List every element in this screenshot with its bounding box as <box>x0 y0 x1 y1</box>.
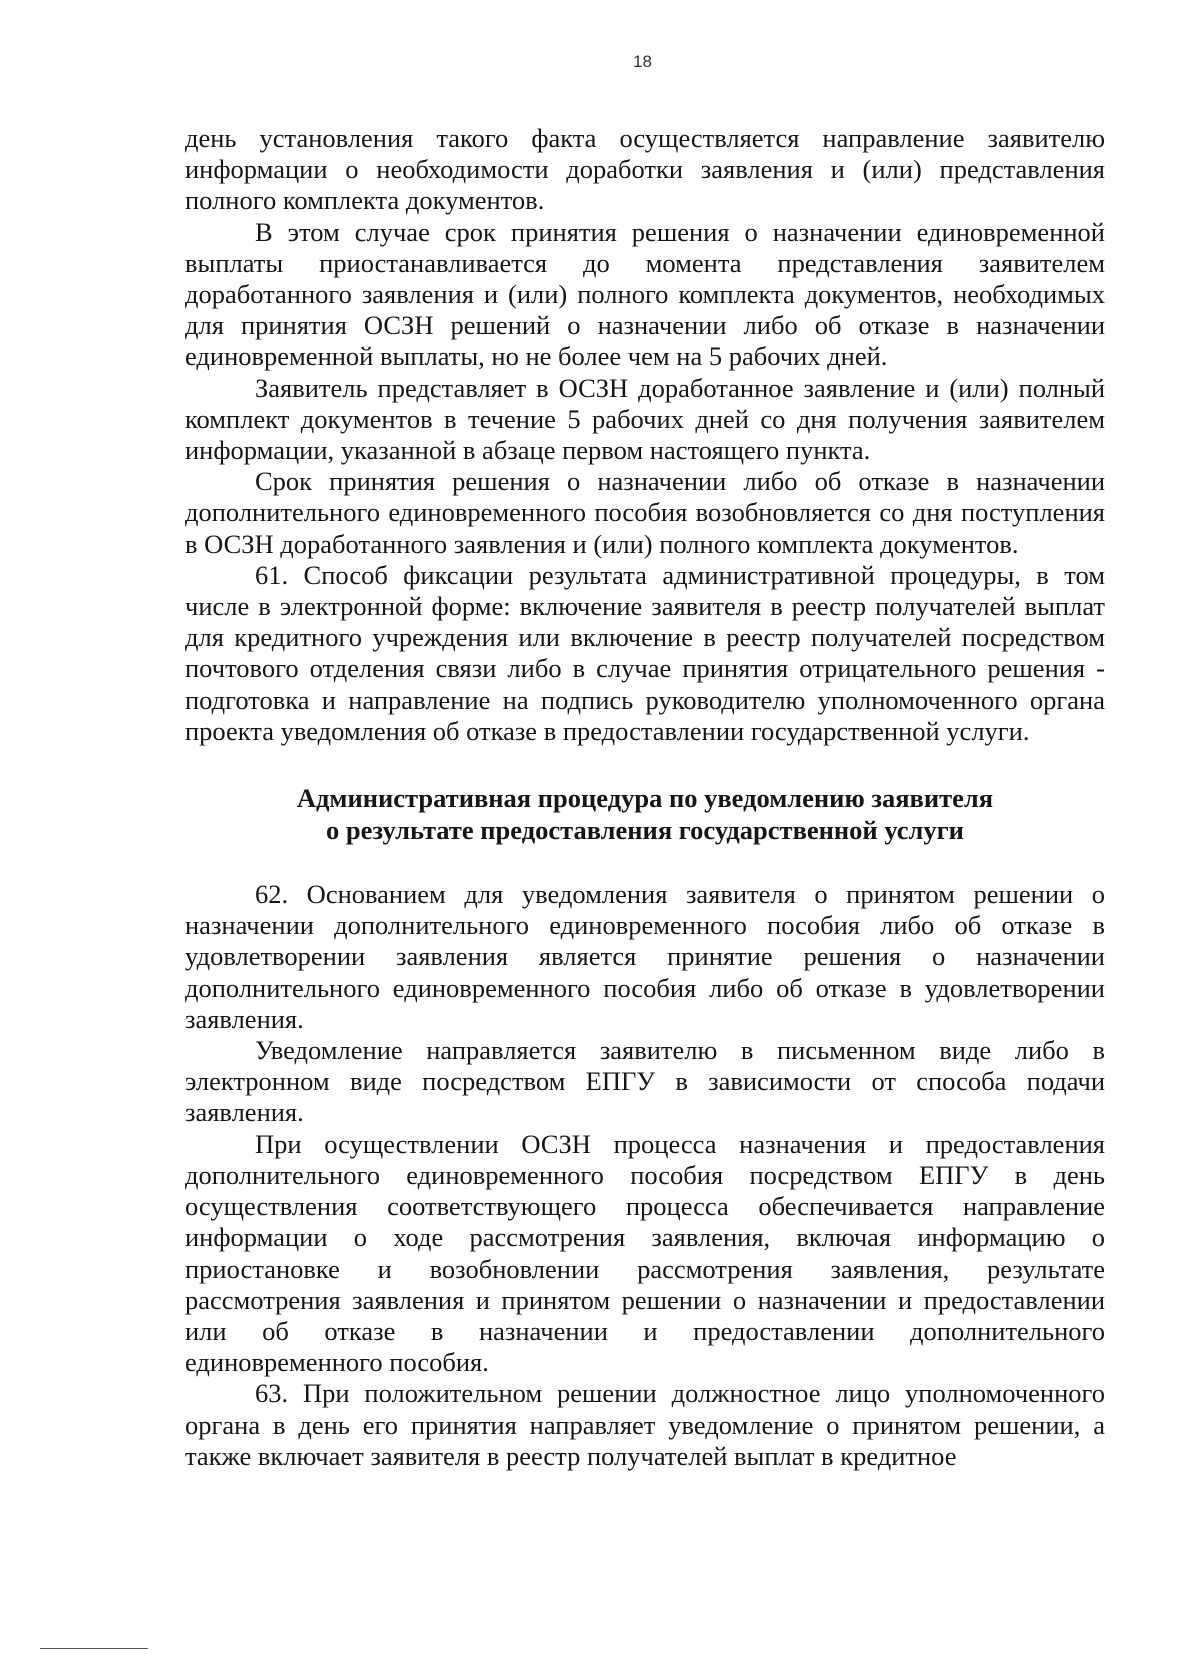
page-number: 18 <box>633 52 652 71</box>
paragraph: В этом случае срок принятия решения о назначении единовременной выплаты приостанавливается до момента представления заявителем доработанного заявления и (или) полного комплекта документов, необходимых для принятия ОСЗН решений о назначении либо об отказе в назначении единовременной выплаты, но не более чем на 5 рабочих дней. <box>185 216 1105 372</box>
paragraph: При осуществлении ОСЗН процесса назначения и предоставления дополнительного единовременного пособия посредством ЕПГУ в день осуществления соответствующего процесса обеспечивается направление информации о ходе рассмотрения заявления, включая информацию о приостановке и возобновлении рассмотрения заявления, результате рассмотрения заявления и принятом решении о назначении и предоставлении или об отказе в назначении и предоставлении дополнительного единовременного пособия. <box>185 1128 1105 1378</box>
paragraph-continuation: день установления такого факта осуществляется направление заявителю информации о необходимости доработки заявления и (или) представления полного комплекта документов. <box>185 123 1105 216</box>
section-heading <box>185 783 1105 846</box>
paragraph-item-61: 61. Способ фиксации результата административной процедуры, в том числе в электронной форме: включение заявителя в реестр получателей выплат для кредитного учреждения или включение в реестр получателей посредством почтового отделения связи либо в случае принятия отрицательного решения - подготовка и направление на подпись руководителю уполномоченного органа проекта уведомления об отказе в предоставлении государственной услуги. <box>185 559 1105 746</box>
document-body <box>185 123 1105 1472</box>
footer-divider <box>40 1648 148 1649</box>
paragraph: Уведомление направляется заявителю в письменном виде либо в электронном виде посредством ЕПГУ в зависимости от способа подачи заявления. <box>185 1035 1105 1128</box>
section-heading-line-2: о результате предоставления государственной услуги <box>326 814 964 845</box>
paragraph: Заявитель представляет в ОСЗН доработанное заявление и (или) полный комплект документов в течение 5 рабочих дней со дня получения заявителем информации, указанной в абзаце первом настоящего пункта. <box>185 372 1105 466</box>
paragraph-item-63: 63. При положительном решении должностное лицо уполномоченного органа в день его принятия направляет уведомление о принятом решении, а также включает заявителя в реестр получателей выплат в кредитное <box>185 1378 1105 1471</box>
paragraph-item-62: 62. Основанием для уведомления заявителя о принятом решении о назначении дополнительного единовременного пособия либо об отказе в удовлетворении заявления является принятие решения о назначении дополнительного единовременного пособия либо об отказе в удовлетворении заявления. <box>185 879 1105 1034</box>
paragraph: Срок принятия решения о назначении либо об отказе в назначении дополнительного единовременного пособия возобновляется со дня поступления в ОСЗН доработанного заявления и (или) полного комплекта документов. <box>185 466 1105 559</box>
section-heading-line-1: Административная процедура по уведомлению заявителя <box>296 783 994 814</box>
